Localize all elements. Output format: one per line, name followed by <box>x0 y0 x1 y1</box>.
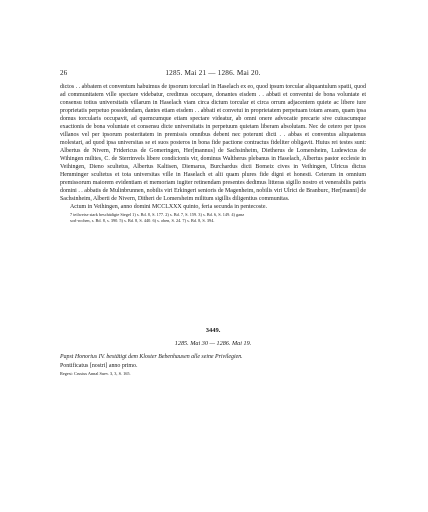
footnotes <box>60 212 366 223</box>
document-incipit: Pontificatus [nostri] anno primo. <box>60 363 138 369</box>
document-body <box>60 83 366 223</box>
footnote-line: sorl-rochen, s. Bd. 8, s. 390. 5) s. Bd. 8, S. 440. 6) s. oben, S. 24. 7) s. Bd. 8, S. 394. <box>70 217 215 223</box>
actum-line: Actum in Veihingen, anno domini MCCLXXX quinto, feria secunda in pentecoste. <box>70 204 267 210</box>
document-regest: Regest: Crusius Annal Suev. 3, 3, S. 165. <box>60 371 131 376</box>
body-paragraph: dictos . . abbatem et conventum habuimus de ipsorum torcularl in Haselach ex eo, quod ipsum torcular aliquantulum spatii, quod ad communitatem ville spectare videbatur, credimus occupare, donantes eisdem . . abbati et conventui de bona voluntate et consensu totius universitatis villarum in Haselach viam circa dictum torcular et circa orrum adjacentem quiete ac libere iure proprietatis perpetuo possidendam, dantes etiam eisdem . . abbati et convetui in proprietatem perpetuam totam aream, quam ipsa domus torcularis occupavit, ad quemcumque etiam spectare videatur, ab omni onere advocatie precarie sive cuiuscumque exactionis de bona voluntate et consensu dicte universitatis in perpetuum quietam liberam absolutam. Nec de cetero per ipsos villanos vel per ipsorum posteritatem in premissis omnibus debent nec poterunt dicti . . abbas et conventus aliquatenus molestari, ad quod ipsa universitas se et suos posteros in bona fide pactione contractus fideliter obligavit. Huius rei testes sunt: Albertus de Nivern, Fridericus de Gomeringen, Her[mannus] de Sachsinheim, Dietherus de Lomersheim, Ludewicus de Wihingen milites, C. de Sterrinvels libere condicionis vir, dominus Waltherus plebanus in Haselach, Albertus pastor ecclesie in Veihingen, Dieno scultetus, Albertus Kaltisen, Diemarus, Burchardus dicti Bomeiz cives in Veihingen, Ulricus dictus Hemminger scultetus et tota universitas ville in Haselach et alii quam plures fide digni et honesti. Ceterum in omnium premissorum maiorem evidentiam et memoriam iugiter retinendam presentes dedimus litteras sigillo nostro et venerabilis patris domini . . abbatis de Mulinbrunnen, nobilis viri Erkingeri senioris de Magenheim, nobilis viri Ulrici de Branburc, Her[manni] de Sachsinheim, Alberti de Nivern, Ditheri de Lomersheim militum sigillis diligentius communitas. <box>60 84 366 202</box>
document-summary: Papst Honorius IV. bestätigt dem Kloster Bebenhausen alle seine Privilegien. <box>60 354 243 360</box>
page-number: 26 <box>60 69 68 77</box>
document-number: 3449. <box>205 327 221 334</box>
header-date-range: 1285. Mai 21 — 1286. Mai 20. <box>165 69 261 77</box>
footnote-line: 7 teilweise stark beschädigte Siegel 1) s. Bd. 8, S. 177. 2) s. Bd. 7, S. 159. 3) s. Bd. 6, S. 149. 4) ganz <box>70 212 245 217</box>
document-date: 1285. Mai 30 — 1286. Mai 19. <box>174 340 252 347</box>
